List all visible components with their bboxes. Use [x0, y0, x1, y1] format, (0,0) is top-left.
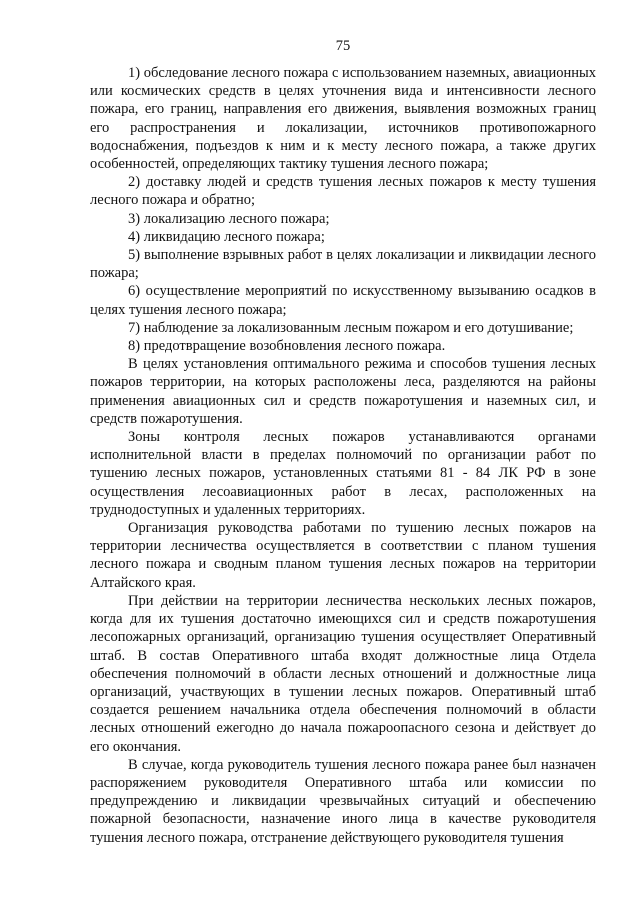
list-item-survey: 1) обследование лесного пожара с использованием наземных, авиационных или космических средств в целях уточнения вида и интенсивности лесного пожара, его границ, направления его движения, выявления возможных границ его распространения и локализации, источников противопожарного водоснабжения, подъездов к ним и к месту лесного пожара, а также других особенностей, определяющих тактику тушения лесного пожара;	[90, 65, 596, 173]
list-item-prevention: 8) предотвращение возобновления лесного пожара.	[128, 338, 446, 355]
list-item-blasting: 5) выполнение взрывных работ в целях локализации и ликвидации лесного пожара;	[90, 247, 596, 282]
paragraph-zones-division: В целях установления оптимального режима и способов тушения лесных пожаров территории, на которых расположены леса, разделяются на районы применения авиационных сил и средств пожаротушения и наземных сил, и средств пожаротушения.	[90, 356, 596, 427]
paragraph-operational-hq: При действии на территории лесничества нескольких лесных пожаров, когда для их тушения достаточно имеющихся сил и средств пожаротушения лесопожарных организаций, организацию тушения осуществляет Оперативный штаб. В состав Оперативного штаба входят должностные лица Отдела обеспечения полномочий в области лесных отношений и должностные лица организаций, участвующих в тушении лесных пожаров. Оперативный штаб создается решением начальника отдела обеспечения полномочий в области лесных отношений ежегодно до начала пожароопасного сезона и действует до его окончания.	[90, 592, 596, 755]
paragraph-control-zones: Зоны контроля лесных пожаров устанавливаются органами исполнительной власти в пределах полномочий по организации работ по тушению лесных пожаров, установленных статьями 81 - 84 ЛК РФ в зоне осуществления лесоавиационных работ в лесах, расположенных на труднодоступных и удаленных территориях.	[90, 429, 596, 518]
page-number: 75	[335, 38, 351, 54]
paragraph-management: Организация руководства работами по тушению лесных пожаров на территории лесничества осуществляется в соответствии с планом тушения лесного пожара и сводным планом тушения лесных пожаров на территории Алтайского края.	[90, 520, 596, 591]
list-item-localization: 3) локализацию лесного пожара;	[128, 210, 330, 227]
list-item-liquidation: 4) ликвидацию лесного пожара;	[128, 228, 325, 245]
paragraph-leader-appointment: В случае, когда руководитель тушения лесного пожара ранее был назначен распоряжением руководителя Оперативного штаба или комиссии по предупреждению и ликвидации чрезвычайных ситуаций и обеспечению пожарной безопасности, назначение иного лица в качестве руководителя тушения лесного пожара, отстранение действующего руководителя тушения	[90, 756, 596, 846]
list-item-precipitation: 6) осуществление мероприятий по искусственному вызыванию осадков в целях тушения лесного пожара;	[90, 283, 596, 318]
list-item-delivery: 2) доставку людей и средств тушения лесных пожаров к месту тушения лесного пожара и обратно;	[90, 174, 596, 209]
list-item-observation: 7) наблюдение за локализованным лесным пожаром и его дотушивание;	[128, 319, 574, 336]
